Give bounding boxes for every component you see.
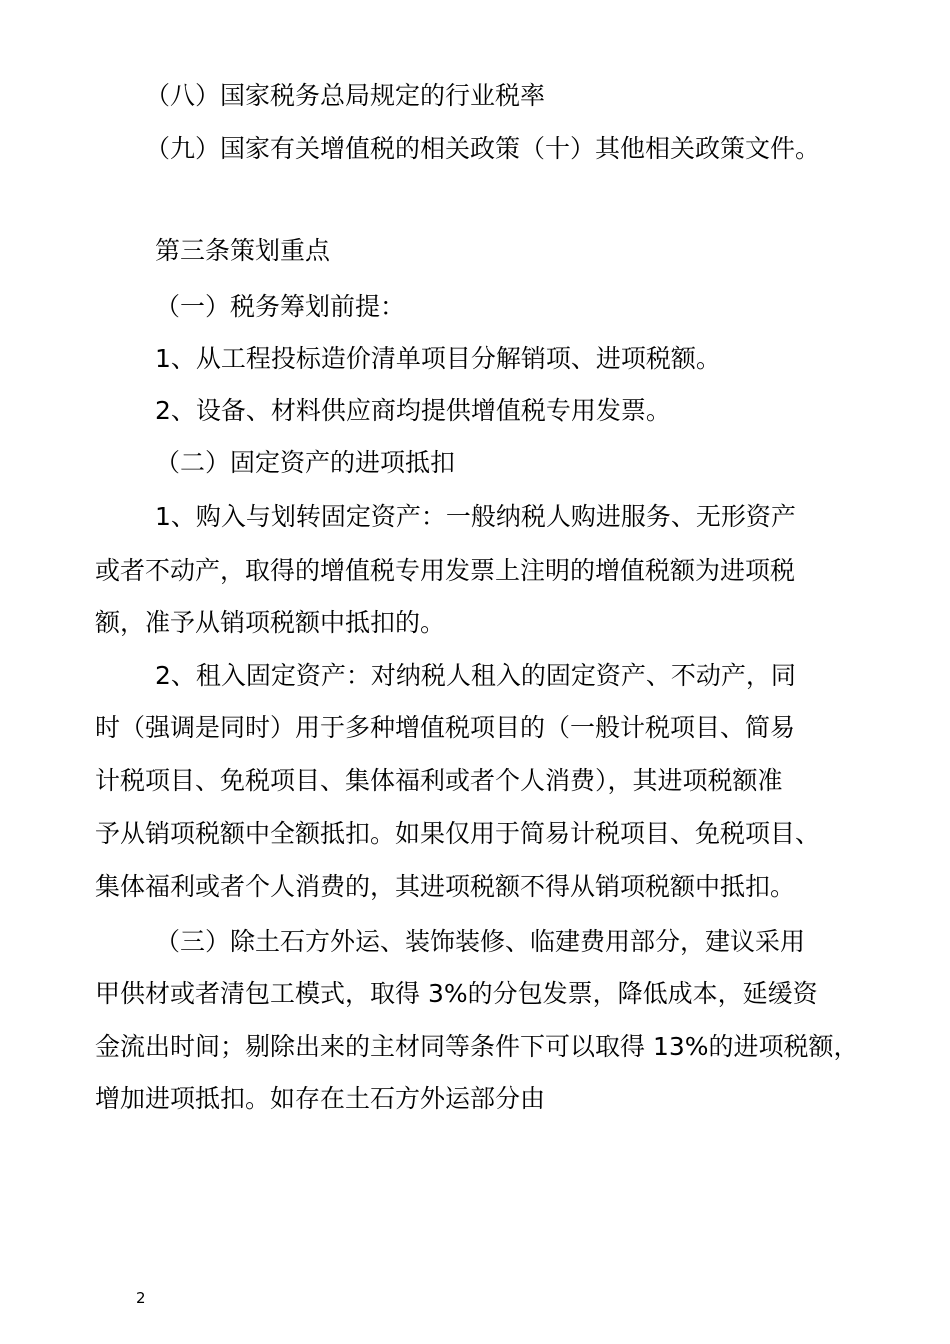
text-line: 集体福利或者个人消费的，其进项税额不得从销项税额中抵扣。 [95, 872, 796, 901]
text-line: 予从销项税额中全额抵扣。如果仅用于简易计税项目、免税项目、 [95, 819, 821, 848]
text-line: （八）国家税务总局规定的行业税率 [145, 81, 546, 110]
text-line: （九）国家有关增值税的相关政策（十）其他相关政策文件。 [145, 134, 821, 163]
text-line: （二）固定资产的进项抵扣 [155, 448, 456, 477]
text-line: （一）税务筹划前提： [155, 292, 406, 321]
text-line: 增加进项抵扣。如存在土石方外运部分由 [95, 1084, 546, 1113]
text-line: 2、设备、材料供应商均提供增值税专用发票。 [155, 396, 671, 425]
text-line: （三）除土石方外运、装饰装修、临建费用部分，建议采用 [155, 927, 806, 956]
text-line: 时（强调是同时）用于多种增值税项目的（一般计税项目、简易 [95, 713, 796, 742]
page-number: 2 [136, 1289, 146, 1307]
text-line: 计税项目、免税项目、集体福利或者个人消费），其进项税额准 [95, 766, 783, 795]
text-line: 1、购入与划转固定资产：一般纳税人购进服务、无形资产 [155, 502, 796, 531]
text-line: 额，准予从销项税额中抵扣的。 [95, 608, 446, 637]
text-line: 2、租入固定资产：对纳税人租入的固定资产、不动产，同 [155, 661, 796, 690]
text-line: 甲供材或者清包工模式，取得 3%的分包发票，降低成本，延缓资 [95, 979, 818, 1008]
text-line: 1、从工程投标造价清单项目分解销项、进项税额。 [155, 344, 721, 373]
text-line: 或者不动产，取得的增值税专用发票上注明的增值税额为进项税 [95, 556, 796, 585]
section-heading: 第三条策划重点 [155, 236, 331, 265]
text-line: 金流出时间；剔除出来的主材同等条件下可以取得 13%的进项税额， [95, 1032, 859, 1061]
